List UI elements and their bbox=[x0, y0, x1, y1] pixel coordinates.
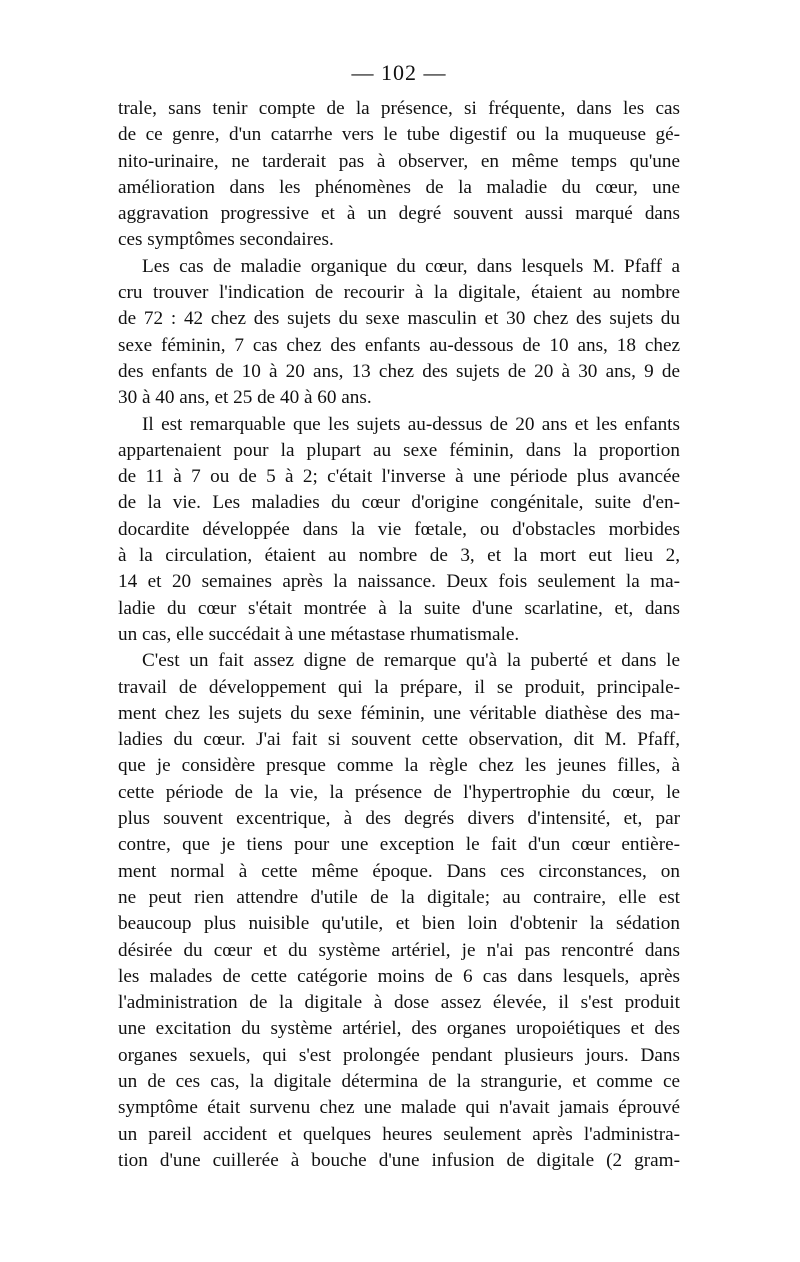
text-line: de ce genre, d'un catarrhe vers le tube digestif ou la muqueuse gé- bbox=[118, 124, 680, 146]
text-line: désirée du cœur et du système artériel, je n'ai pas rencontré dans bbox=[118, 939, 680, 961]
paragraph bbox=[118, 96, 680, 254]
text-line: l'administration de la digitale à dose assez élevée, il s'est produit bbox=[118, 992, 680, 1014]
text-line: à la circulation, étaient au nombre de 3, et la mort eut lieu 2, bbox=[118, 545, 680, 567]
text-line: travail de développement qui la prépare, il se produit, principale- bbox=[118, 676, 680, 698]
text-line: symptôme était survenu chez une malade qui n'avait jamais éprouvé bbox=[118, 1097, 680, 1119]
text-line: ladie du cœur s'était montrée à la suite d'une scarlatine, et, dans bbox=[118, 597, 680, 619]
text-line: cette période de la vie, la présence de l'hypertrophie du cœur, le bbox=[118, 781, 680, 803]
paragraph bbox=[118, 412, 680, 649]
text-line: de la vie. Les maladies du cœur d'origine congénitale, suite d'en- bbox=[118, 492, 680, 514]
page-number: — 102 — bbox=[351, 60, 447, 85]
text-line: un cas, elle succédait à une métastase rhumatismale. bbox=[118, 623, 520, 645]
text-line: ment chez les sujets du sexe féminin, une véritable diathèse des ma- bbox=[118, 702, 680, 724]
text-line: les malades de cette catégorie moins de 6 cas dans lesquels, après bbox=[118, 965, 680, 987]
text-line: aggravation progressive et à un degré souvent aussi marqué dans bbox=[118, 203, 680, 225]
text-line: de 72 : 42 chez des sujets du sexe masculin et 30 chez des sujets du bbox=[118, 308, 680, 330]
text-line: organes sexuels, qui s'est prolongée pendant plusieurs jours. Dans bbox=[118, 1044, 680, 1066]
body-text bbox=[118, 96, 680, 1174]
text-line: sexe féminin, 7 cas chez des enfants au-dessous de 10 ans, 18 chez bbox=[118, 334, 680, 356]
text-line: ne peut rien attendre d'utile de la digitale; au contraire, elle est bbox=[118, 886, 680, 908]
text-line: docardite développée dans la vie fœtale, ou d'obstacles morbides bbox=[118, 518, 680, 540]
text-line: un pareil accident et quelques heures seulement après l'administra- bbox=[118, 1123, 680, 1145]
text-line: ces symptômes secondaires. bbox=[118, 229, 334, 251]
text-line: 30 à 40 ans, et 25 de 40 à 60 ans. bbox=[118, 387, 372, 409]
text-line: contre, que je tiens pour une exception le fait d'un cœur entière- bbox=[118, 834, 680, 856]
text-line: une excitation du système artériel, des organes uropoiétiques et des bbox=[118, 1018, 680, 1040]
text-line: que je considère presque comme la règle chez les jeunes filles, à bbox=[118, 755, 680, 777]
text-line: ment normal à cette même époque. Dans ces circonstances, on bbox=[118, 860, 680, 882]
text-line: nito-urinaire, ne tarderait pas à observer, en même temps qu'une bbox=[118, 150, 680, 172]
text-line: Il est remarquable que les sujets au-dessus de 20 ans et les enfants bbox=[142, 413, 680, 435]
document-page bbox=[118, 58, 680, 1174]
text-line: des enfants de 10 à 20 ans, 13 chez des sujets de 20 à 30 ans, 9 de bbox=[118, 360, 680, 382]
text-line: appartenaient pour la plupart au sexe féminin, dans la proportion bbox=[118, 439, 680, 461]
text-line: trale, sans tenir compte de la présence, si fréquente, dans les cas bbox=[118, 98, 680, 119]
paragraph bbox=[118, 648, 680, 1174]
paragraph bbox=[118, 254, 680, 412]
text-line: tion d'une cuillerée à bouche d'une infusion de digitale (2 gram- bbox=[118, 1149, 680, 1171]
text-line: beaucoup plus nuisible qu'utile, et bien loin d'obtenir la sédation bbox=[118, 913, 680, 935]
text-line: amélioration dans les phénomènes de la maladie du cœur, une bbox=[118, 176, 680, 198]
text-line: plus souvent excentrique, à des degrés divers d'intensité, et, par bbox=[118, 808, 680, 830]
text-line: C'est un fait assez digne de remarque qu'à la puberté et dans le bbox=[142, 650, 680, 672]
text-line: 14 et 20 semaines après la naissance. Deux fois seulement la ma- bbox=[118, 571, 680, 593]
text-line: Les cas de maladie organique du cœur, dans lesquels M. Pfaff a bbox=[142, 255, 680, 277]
text-line: de 11 à 7 ou de 5 à 2; c'était l'inverse à une période plus avancée bbox=[118, 466, 680, 488]
text-line: un de ces cas, la digitale détermina de la strangurie, et comme ce bbox=[118, 1070, 680, 1092]
text-line: cru trouver l'indication de recourir à la digitale, étaient au nombre bbox=[118, 282, 680, 304]
text-line: ladies du cœur. J'ai fait si souvent cette observation, dit M. Pfaff, bbox=[118, 729, 680, 751]
